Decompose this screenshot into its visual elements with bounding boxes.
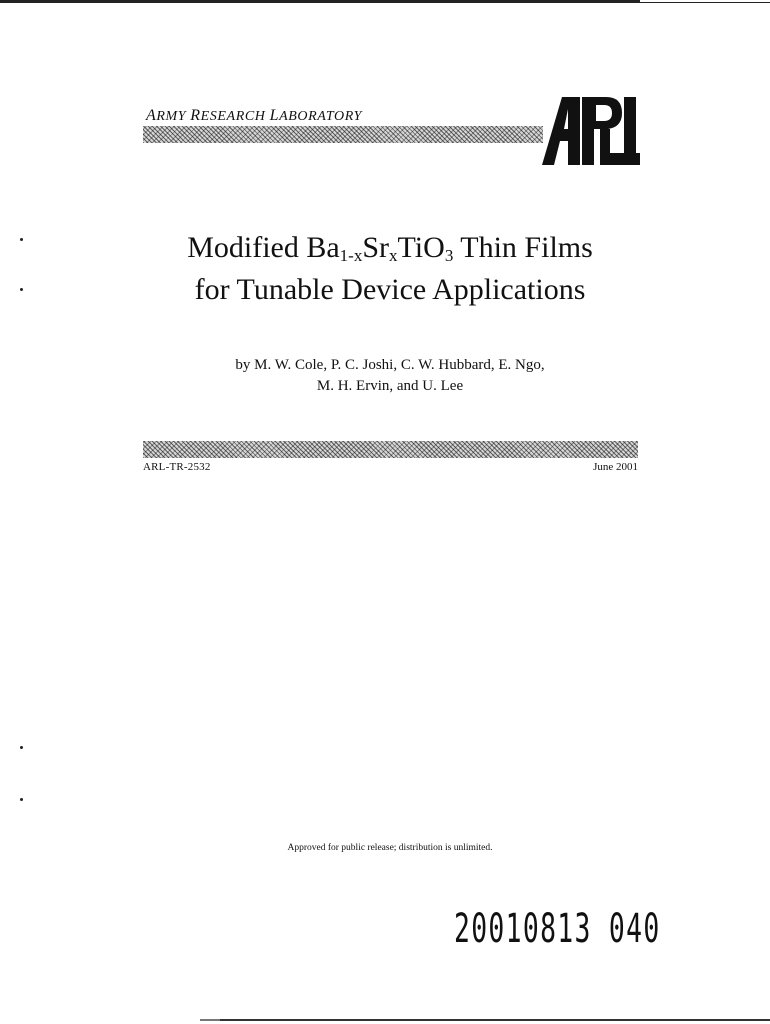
release-statement: Approved for public release; distribution is unlimited.	[287, 843, 493, 853]
document-code: 20010813 040	[454, 906, 661, 952]
report-date: June 2001	[593, 461, 638, 473]
scan-speck	[20, 746, 23, 749]
scan-edge-bottom-fragment	[200, 1019, 220, 1021]
author-line-1: by M. W. Cole, P. C. Joshi, C. W. Hubbard, E. Ngo,	[235, 357, 545, 373]
scan-speck	[20, 238, 23, 241]
scan-edge-bottom	[205, 1019, 770, 1021]
arl-logo	[540, 95, 640, 167]
document-title	[100, 227, 680, 311]
report-number: ARL-TR-2532	[143, 461, 211, 473]
title-line-2: for Tunable Device Applications	[194, 273, 586, 306]
scan-edge-gap	[640, 0, 770, 2]
title-line-1: Modified $Ba_{1-x}Sr_xTiO_3$ Thin Films	[187, 231, 593, 265]
author-line-2: M. H. Ervin, and U. Lee	[316, 378, 464, 394]
scan-speck	[20, 798, 23, 801]
header-rule	[143, 126, 543, 143]
lab-name: ARMY RESEARCH LABORATORY	[146, 107, 363, 124]
report-rule	[143, 441, 638, 458]
author-list	[120, 355, 660, 397]
scan-speck	[20, 288, 23, 291]
